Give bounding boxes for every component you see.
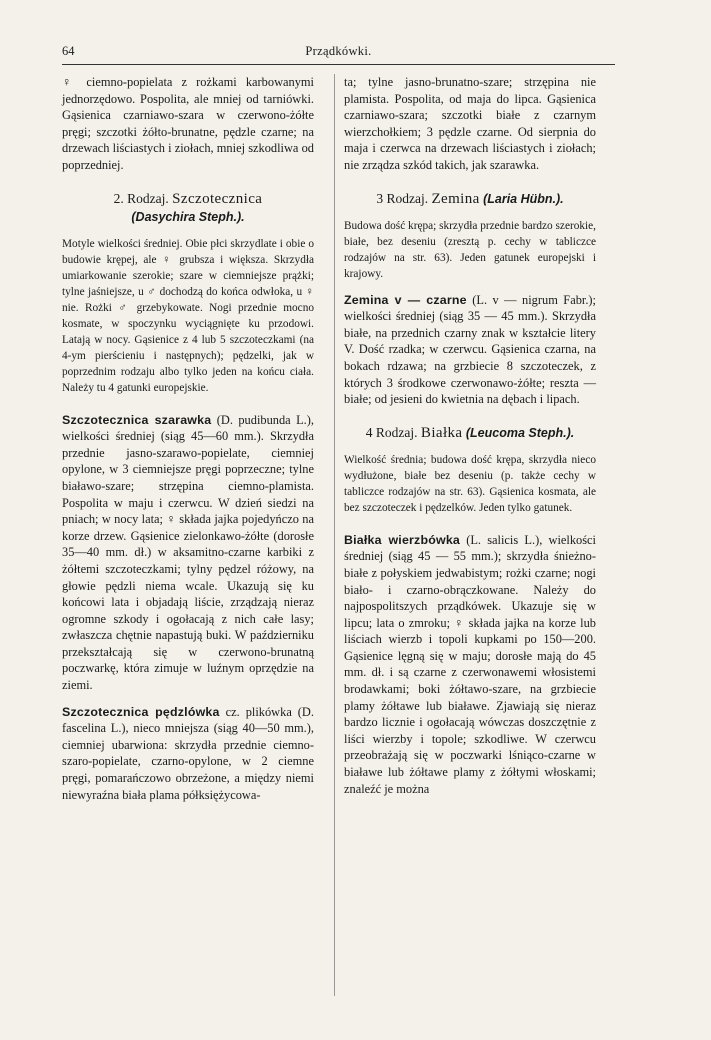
- species-text: (L. salicis L.), wielkości średniej (siąg 45 — 55 mm.); skrzydła śnieżno-białe z połyskiem jedwabistym; rożki czarne; nogi biało- i czarno-obrączkowane. Należy do najpospolitszych prządkówek. Ukazuje się w lipcu; lata o zmroku; ♀ składa jajka na korze lub liściach wierzb i topoli kupkami po 150—200. Gąsienice lęgną się w maju; dorosłe mają do 45 mm. dł. i są czarne z czerwonawemi włosistemi brodawkami; boki żółtawo-szare, na grzbiecie plamy żółtawe lub białawe. Zjawiają się nieraz bardzo licznie i ogołacają wówczas doszczętnie z liści wierzby i topole; szkodliwe. W czerwcu przeobrażają się w poczwarki lśniąco-czarne w białawe lub żółtawe plamy z żółtymi włoskami; znaleźć je można: [344, 532, 596, 796]
- genus-name: Szczotecznica: [172, 190, 263, 207]
- genus-description: Motyle wielkości średniej. Obie płci skrzydlate i obie o budowie krępej, ale ♀ grubsza i większa. Skrzydła umiarkowanie szerokie; szare w ciemniejsze prążki; tylne jaśniejsze, u ♂ dochodzą do końca odwłoka, u ♀ nie. Rożki ♂ grzebykowate. Nogi przednie mocno kosmate, w spoczynku wyciągnięte ku przodowi. Latają w nocy. Gąsienice z 4 lub 5 szczoteczkami (na 4-ym pierścieniu i następnych); pędzelki, jak w poprzednim rodzaju albo tylko jeden na końcu ciała. Należy tu 4 gatunki europejskie.: [62, 237, 314, 394]
- section-number: 3 Rodzaj.: [376, 190, 429, 206]
- running-title: Prządkówki.: [305, 44, 372, 58]
- genus-latin: (Laria Hübn.).: [483, 191, 564, 206]
- species-name: Białka wierzbówka: [344, 532, 461, 547]
- section-number: 2. Rodzaj.: [113, 190, 169, 206]
- genus-name: Zemina: [431, 190, 480, 207]
- species-name: Szczotecznica szarawka: [62, 412, 212, 427]
- species-paragraph: [344, 532, 596, 798]
- section-heading-4: [344, 424, 596, 442]
- section-number: 4 Rodzaj.: [365, 424, 418, 440]
- page-number: 64: [62, 44, 75, 58]
- species-name: Zemina v — czarne: [344, 292, 467, 307]
- species-text: cz. plikówka (D. fascelina L.), nieco mniejsza (siąg 40—50 mm.), ciemniej ubarwiona: skrzydła przednie ciemno-szaro-popielate, czarno-opylone, w 2 ciemne pręgi, pomarańczowo obrzeżone, a między niemi niewyraźna biała plama półksiężycowa-: [62, 704, 314, 802]
- genus-description: Wielkość średnia; budowa dość krępa, skrzydła nieco wydłużone, białe bez deseniu (p. także cechy w tabliczce rodzajów na str. 63). Gąsienica kosmata, ale bez szczoteczek i pędzelków. Jeden tylko gatunek.: [344, 453, 596, 514]
- column-divider: [334, 74, 335, 996]
- species-text: (L. v — nigrum Fabr.); wielkości średniej (siąg 35 — 45 mm.). Skrzydła białe, na przednich czarny znak w kształcie litery V. Dość rzadka; w czerwcu. Gąsienica czarna, na bokach rdzawa; na grzbiecie 8 szczoteczek, z których 3 środkowe czerwonawo-żółte; reszta — białe; od jesieni do kwietnia na dębach i lipach.: [344, 292, 596, 407]
- genus-name: Białka: [420, 424, 463, 441]
- section-heading-3: [344, 190, 596, 208]
- species-text: (D. pudibunda L.), wielkości średniej (siąg 45—60 mm.). Skrzydła przednie jasno-szarawo-popielate, ciemniej opylone, w 3 ciemniejsze pręgi poprzeczne; tylne białawo-szare; strzępina ciemno-plamista. Pospolita w maju i czerwcu. W dzień siedzi na pniach; w nocy lata; ♀ składa jajka pojedyńczo na korze drzew. Gąsienice zielonkawo-żółte (dorosłe 35—40 mm. dł.) w aksamitno-czarne karbiki z żółtemi szczoteczkami; tylny pędzel różowy, na głowie pędzli niema wcale. Ukazują się ku końcowi lata i objadają liście, zrządzają nieraz ogromne szkody i ogołacają z nich całe lasy; zwłaszcza chętnie napastują buki. W październiku przekształcają się w czerwono-brunatną poczwarkę, która zimuje w luźnym oprzędzie na ziemi.: [62, 412, 314, 693]
- species-paragraph: [62, 412, 314, 694]
- genus-latin: (Dasychira Steph.).: [131, 209, 245, 224]
- species-paragraph: [344, 292, 596, 408]
- running-header: [62, 44, 615, 62]
- section-heading-2: [62, 190, 314, 226]
- genus-latin: (Leucoma Steph.).: [465, 425, 575, 440]
- right-column: [344, 74, 596, 797]
- species-paragraph: [62, 704, 314, 804]
- header-rule: [62, 64, 615, 65]
- left-column: [62, 74, 314, 803]
- species-name: Szczotecznica pędzlówka: [62, 704, 220, 719]
- genus-description: Budowa dość krępa; skrzydła przednie bardzo szerokie, białe, bez deseniu (zresztą p. cechy w tabliczce rodzajów na str. 63). Jeden gatunek europejski i krajowy.: [344, 219, 596, 280]
- intro-paragraph: ♀ ciemno-popielata z rożkami karbowanymi jednorzędowo. Pospolita, ale mniej od tarniówki. Gąsienica czarniawo-szara w czerwono-żółte pręgi; szczotki żółto-brunatne, pędzle czarne; na drzewach liściastych i ziołach, mniej szkodliwa od poprzedniej.: [62, 75, 314, 172]
- continued-paragraph: ta; tylne jasno-brunatno-szare; strzępina nie plamista. Pospolita, od maja do lipca. Gąsienica czarniawo-szara; szczotki białe z czarnym wierzchołkiem; 3 pędzle czarne. Od sierpnia do maja i czerwca na drzewach liściastych i ziołach; nie zrządza szkód takich, jak szarawka.: [344, 75, 596, 172]
